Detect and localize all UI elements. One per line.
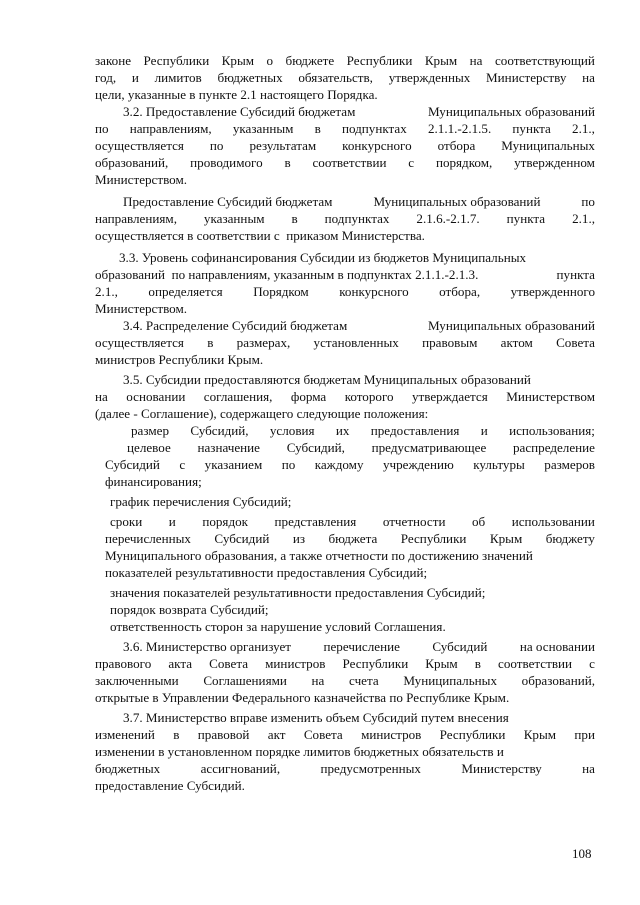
text-segment: предусматривающее [371, 440, 487, 455]
text-segment: размеров [544, 457, 595, 472]
text-segment: порядок [202, 514, 249, 529]
text-segment: 3.7. Министерство вправе изменить объем Субсидий путем внесения [123, 710, 509, 725]
text-line [95, 52, 595, 69]
text-line [95, 154, 595, 171]
text-segment: предоставления [370, 423, 460, 438]
document-page [95, 52, 595, 794]
text-line [95, 103, 595, 120]
text-segment: Республики [342, 656, 409, 671]
text-segment: министров [361, 727, 422, 742]
text-segment: форма [290, 389, 327, 404]
text-segment: Муниципальных [501, 138, 595, 153]
text-segment: направлениям, [129, 121, 212, 136]
text-segment: Соглашениями [203, 673, 287, 688]
text-line [95, 422, 595, 439]
text-segment: правовой [197, 727, 250, 742]
text-segment: 2.1., [95, 284, 118, 299]
text-line [95, 547, 595, 564]
text-segment: из [292, 531, 306, 546]
text-line [95, 300, 595, 317]
text-segment: порядком, [435, 155, 493, 170]
text-segment: бюджетных [95, 761, 161, 776]
text-segment: на основании [519, 639, 595, 654]
text-line [95, 618, 595, 635]
text-segment: по [281, 457, 296, 472]
text-segment: образований, [95, 155, 169, 170]
text-segment: Субсидий [432, 639, 488, 654]
text-segment: условия [269, 423, 315, 438]
text-segment: сроки [110, 514, 143, 529]
text-segment: утверждается [411, 389, 488, 404]
text-line [95, 530, 595, 547]
text-segment: и [480, 423, 488, 438]
text-segment: Министерством. [95, 172, 188, 187]
text-segment: образований по направлениям, указанным в подпунктах 2.1.1.-2.1.3. [95, 267, 479, 282]
text-segment: порядок возврата Субсидий; [110, 602, 269, 617]
text-segment: конкурсного [342, 138, 412, 153]
text-segment: акт [267, 727, 286, 742]
text-segment: цели, указанные в пункте 2.1 настоящего Порядка. [95, 87, 378, 102]
text-segment: размерах, [236, 335, 291, 350]
text-segment: обязательств, [298, 70, 373, 85]
text-line [95, 743, 595, 760]
text-segment: финансирования; [105, 474, 202, 489]
text-segment: указанием [204, 457, 263, 472]
text-segment: использования; [509, 423, 595, 438]
text-segment: на [95, 389, 108, 404]
text-segment: в [207, 335, 214, 350]
text-line [95, 777, 595, 794]
text-segment: Порядком [253, 284, 309, 299]
text-segment: и [168, 514, 176, 529]
text-line [95, 493, 595, 510]
text-segment: Субсидий, [190, 423, 249, 438]
text-segment: результатам [249, 138, 317, 153]
text-segment: 2.1., [572, 121, 595, 136]
text-line [95, 371, 595, 388]
text-segment: их [335, 423, 350, 438]
text-segment: ассигнований, [200, 761, 281, 776]
text-segment: Министерству [486, 70, 567, 85]
text-segment: правовым [422, 335, 478, 350]
text-segment: изменении в установленном порядке лимитов бюджетных обязательств и [95, 744, 504, 759]
text-segment: целевое [127, 440, 171, 455]
text-segment: Крым [523, 727, 557, 742]
text-line [95, 137, 595, 154]
text-segment: пункта [512, 121, 551, 136]
text-segment: определяется [148, 284, 223, 299]
text-segment: заключенными [95, 673, 179, 688]
text-segment: в [314, 121, 321, 136]
text-line [95, 709, 595, 726]
text-segment: в [474, 656, 481, 671]
text-segment: Министерством [506, 389, 595, 404]
text-segment: с [589, 656, 595, 671]
text-segment: бюджета [328, 531, 378, 546]
text-segment: отбора, [439, 284, 481, 299]
text-segment: год, [95, 70, 117, 85]
text-segment: образований, [521, 673, 595, 688]
text-segment: в [291, 211, 298, 226]
text-segment: соответствии [312, 155, 387, 170]
text-segment: Совета [303, 727, 343, 742]
text-segment: Республики [143, 53, 210, 68]
text-line [95, 564, 595, 581]
text-segment: Муниципальных образований [427, 104, 595, 119]
text-line [95, 193, 595, 210]
text-segment: проводимого [190, 155, 263, 170]
page-number: 108 [572, 846, 592, 861]
text-segment: использовании [511, 514, 595, 529]
text-segment: указанным [232, 121, 294, 136]
text-line [95, 266, 595, 283]
text-line [95, 388, 595, 405]
text-segment: ответственность сторон за нарушение условий Соглашения. [110, 619, 446, 634]
text-segment: предусмотренных [320, 761, 421, 776]
text-segment: утвержденных [388, 70, 471, 85]
text-segment: Предоставление Субсидий бюджетам [123, 194, 333, 209]
text-segment: 3.4. Распределение Субсидий бюджетам [123, 318, 348, 333]
text-segment: в [173, 727, 180, 742]
text-segment: Совета [209, 656, 249, 671]
text-segment: лимитов [154, 70, 202, 85]
text-segment: на [311, 673, 325, 688]
text-line [95, 601, 595, 618]
text-line [95, 210, 595, 227]
text-line [95, 120, 595, 137]
text-segment: по [95, 121, 109, 136]
text-segment: Республики [439, 727, 506, 742]
text-segment: Совета [556, 335, 595, 350]
text-segment: на [582, 70, 595, 85]
text-segment: назначение [197, 440, 260, 455]
text-segment: подпунктах [324, 211, 390, 226]
text-segment: установленных [313, 335, 399, 350]
text-segment: бюджету [545, 531, 595, 546]
text-segment: Республики [400, 531, 467, 546]
text-line [95, 351, 595, 368]
text-line [95, 655, 595, 672]
text-segment: осуществляется [95, 138, 184, 153]
text-line [95, 249, 595, 266]
text-segment: каждому [314, 457, 364, 472]
text-segment: на [582, 761, 595, 776]
text-segment: Республики [346, 53, 413, 68]
text-segment: культуры [473, 457, 525, 472]
text-line [95, 439, 595, 456]
text-segment: Субсидий [214, 531, 270, 546]
text-line [95, 726, 595, 743]
text-segment: 3.5. Субсидии предоставляются бюджетам Муниципальных образований [123, 372, 531, 387]
text-segment: отчетности [382, 514, 446, 529]
text-segment: открытые в Управлении Федерального казначейства по Республике Крым. [95, 690, 510, 705]
text-segment: в [284, 155, 291, 170]
text-segment: перечисленных [105, 531, 191, 546]
text-segment: соответствующий [494, 53, 595, 68]
text-segment: на [469, 53, 483, 68]
text-line [95, 689, 595, 706]
text-line [95, 227, 595, 244]
text-segment: утвержденного [510, 284, 595, 299]
text-segment: министров Республики Крым. [95, 352, 264, 367]
text-segment: акта [168, 656, 193, 671]
text-segment: осуществляется в соответствии с приказом Министерства. [95, 228, 425, 243]
text-segment: законе [95, 53, 132, 68]
text-segment: 2.1.1.-2.1.5. [427, 121, 492, 136]
text-segment: распределение [512, 440, 595, 455]
text-segment: актом [500, 335, 533, 350]
text-segment: (далее - Соглашение), содержащего следующие положения: [95, 406, 429, 421]
text-segment: показателей результативности предоставления Субсидий; [105, 565, 428, 580]
text-line [95, 456, 595, 473]
text-segment: осуществляется [95, 335, 184, 350]
text-segment: направлениям, [95, 211, 177, 226]
text-line [95, 584, 595, 601]
text-segment: Крым [425, 656, 458, 671]
text-segment: Министерству [461, 761, 542, 776]
text-segment: Крым [489, 531, 523, 546]
text-line [95, 334, 595, 351]
text-segment: отбора [437, 138, 476, 153]
text-segment: с [408, 155, 415, 170]
text-segment: 3.3. Уровень софинансирования Субсидии из бюджетов Муниципальных [119, 250, 527, 265]
text-segment: пункта [506, 211, 546, 226]
text-segment: по [581, 194, 595, 209]
text-segment: бюджете [285, 53, 335, 68]
text-line [95, 473, 595, 490]
text-segment: перечисление [323, 639, 400, 654]
text-segment: 3.2. Предоставление Субсидий бюджетам [123, 104, 356, 119]
text-segment: Субсидий [105, 457, 160, 472]
text-segment: с [179, 457, 186, 472]
text-segment: 2.1., [572, 211, 595, 226]
text-line [95, 672, 595, 689]
text-segment: Муниципальных [403, 673, 498, 688]
text-line [95, 513, 595, 530]
text-segment: 2.1.6.-2.1.7. [416, 211, 480, 226]
text-segment: соответствии [498, 656, 573, 671]
text-line [95, 405, 595, 422]
text-line [95, 760, 595, 777]
text-segment: Муниципальных образований [427, 318, 595, 333]
text-line [95, 86, 595, 103]
text-segment: представления [274, 514, 357, 529]
text-segment: счета [349, 673, 379, 688]
text-segment: которого [344, 389, 394, 404]
text-segment: соглашения, [203, 389, 273, 404]
text-segment: Муниципальных образований [373, 194, 541, 209]
text-segment: значения показателей результативности предоставления Субсидий; [110, 585, 486, 600]
text-segment: Крым [221, 53, 255, 68]
text-segment: подпунктах [341, 121, 407, 136]
text-segment: Муниципального образования, а также отчетности по достижению значений [105, 548, 533, 563]
text-segment: Министерством. [95, 301, 188, 316]
text-segment: конкурсного [339, 284, 409, 299]
text-segment: и [131, 70, 139, 85]
text-line [95, 317, 595, 334]
text-segment: Субсидий, [286, 440, 345, 455]
text-segment: основании [126, 389, 186, 404]
text-segment: пункта [556, 267, 595, 282]
text-line [95, 638, 595, 655]
text-segment: бюджетных [217, 70, 283, 85]
text-segment: график перечисления Субсидий; [110, 494, 292, 509]
text-segment: правового [95, 656, 152, 671]
text-segment: 3.6. Министерство организует [123, 639, 292, 654]
text-segment: о [266, 53, 274, 68]
text-segment: указанным [203, 211, 265, 226]
text-line [95, 171, 595, 188]
text-segment: по [209, 138, 224, 153]
text-line [95, 69, 595, 86]
text-segment: предоставление Субсидий. [95, 778, 245, 793]
text-segment: при [574, 727, 595, 742]
text-segment: размер [131, 423, 169, 438]
text-segment: Крым [424, 53, 458, 68]
text-line [95, 283, 595, 300]
text-segment: об [471, 514, 486, 529]
text-segment: утвержденном [514, 155, 595, 170]
text-segment: учреждению [382, 457, 454, 472]
text-segment: министров [265, 656, 326, 671]
text-segment: изменений [95, 727, 155, 742]
